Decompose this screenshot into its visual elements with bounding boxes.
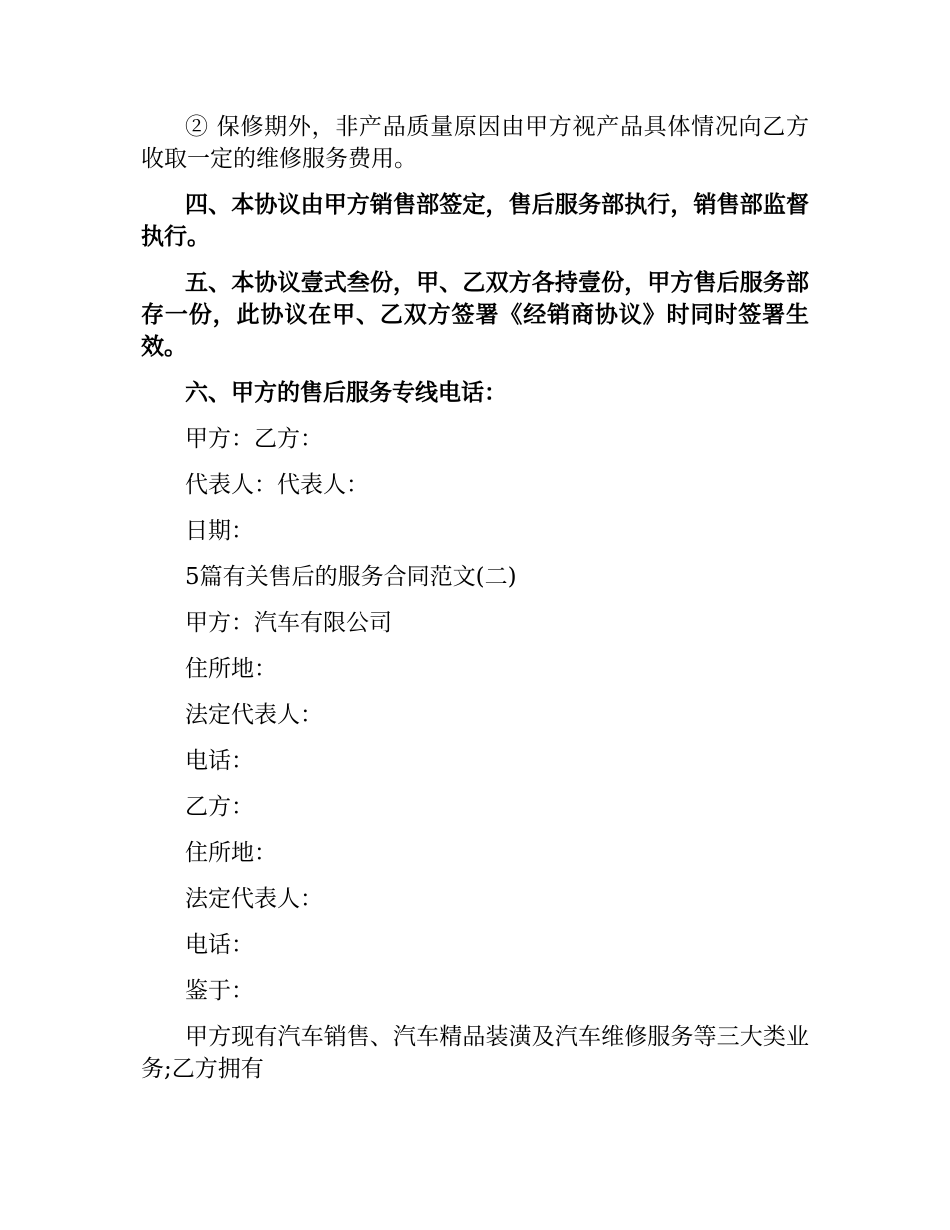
paragraph-party-b-address: 住所地： (185, 840, 277, 866)
paragraph-whereas: 鉴于： (185, 978, 254, 1004)
paragraph-warranty-outside: ② 保修期外，非产品质量原因由甲方视产品具体情况向乙方收取一定的维修服务费用。 (141, 114, 809, 172)
section-title: 5篇有关售后的服务合同范文(二) (185, 564, 517, 590)
paragraph-party-a: 甲方：汽车有限公司 (185, 610, 392, 636)
paragraph-parties: 甲方：乙方： (185, 426, 323, 452)
paragraph-representatives: 代表人：代表人： (185, 472, 369, 498)
paragraph-business-scope: 甲方现有汽车销售、汽车精品装潢及汽车维修服务等三大类业务;乙方拥有 (141, 1024, 809, 1082)
paragraph-clause-five: 五、本协议壹式叁份，甲、乙双方各持壹份，甲方售后服务部存一份，此协议在甲、乙双方签署《经销商协议》时同时签署生效。 (141, 270, 809, 360)
paragraph-clause-six: 六、甲方的售后服务专线电话： (185, 380, 507, 406)
paragraph-party-a-phone: 电话： (185, 748, 254, 774)
paragraph-party-b: 乙方： (185, 794, 254, 820)
paragraph-date: 日期： (185, 518, 254, 544)
document-body (141, 111, 809, 1099)
paragraph-clause-four: 四、本协议由甲方销售部签定，售后服务部执行，销售部监督执行。 (141, 192, 809, 250)
paragraph-party-b-legal-rep: 法定代表人： (185, 886, 323, 912)
paragraph-party-a-address: 住所地： (185, 656, 277, 682)
paragraph-party-a-legal-rep: 法定代表人： (185, 702, 323, 728)
paragraph-party-b-phone: 电话： (185, 932, 254, 958)
